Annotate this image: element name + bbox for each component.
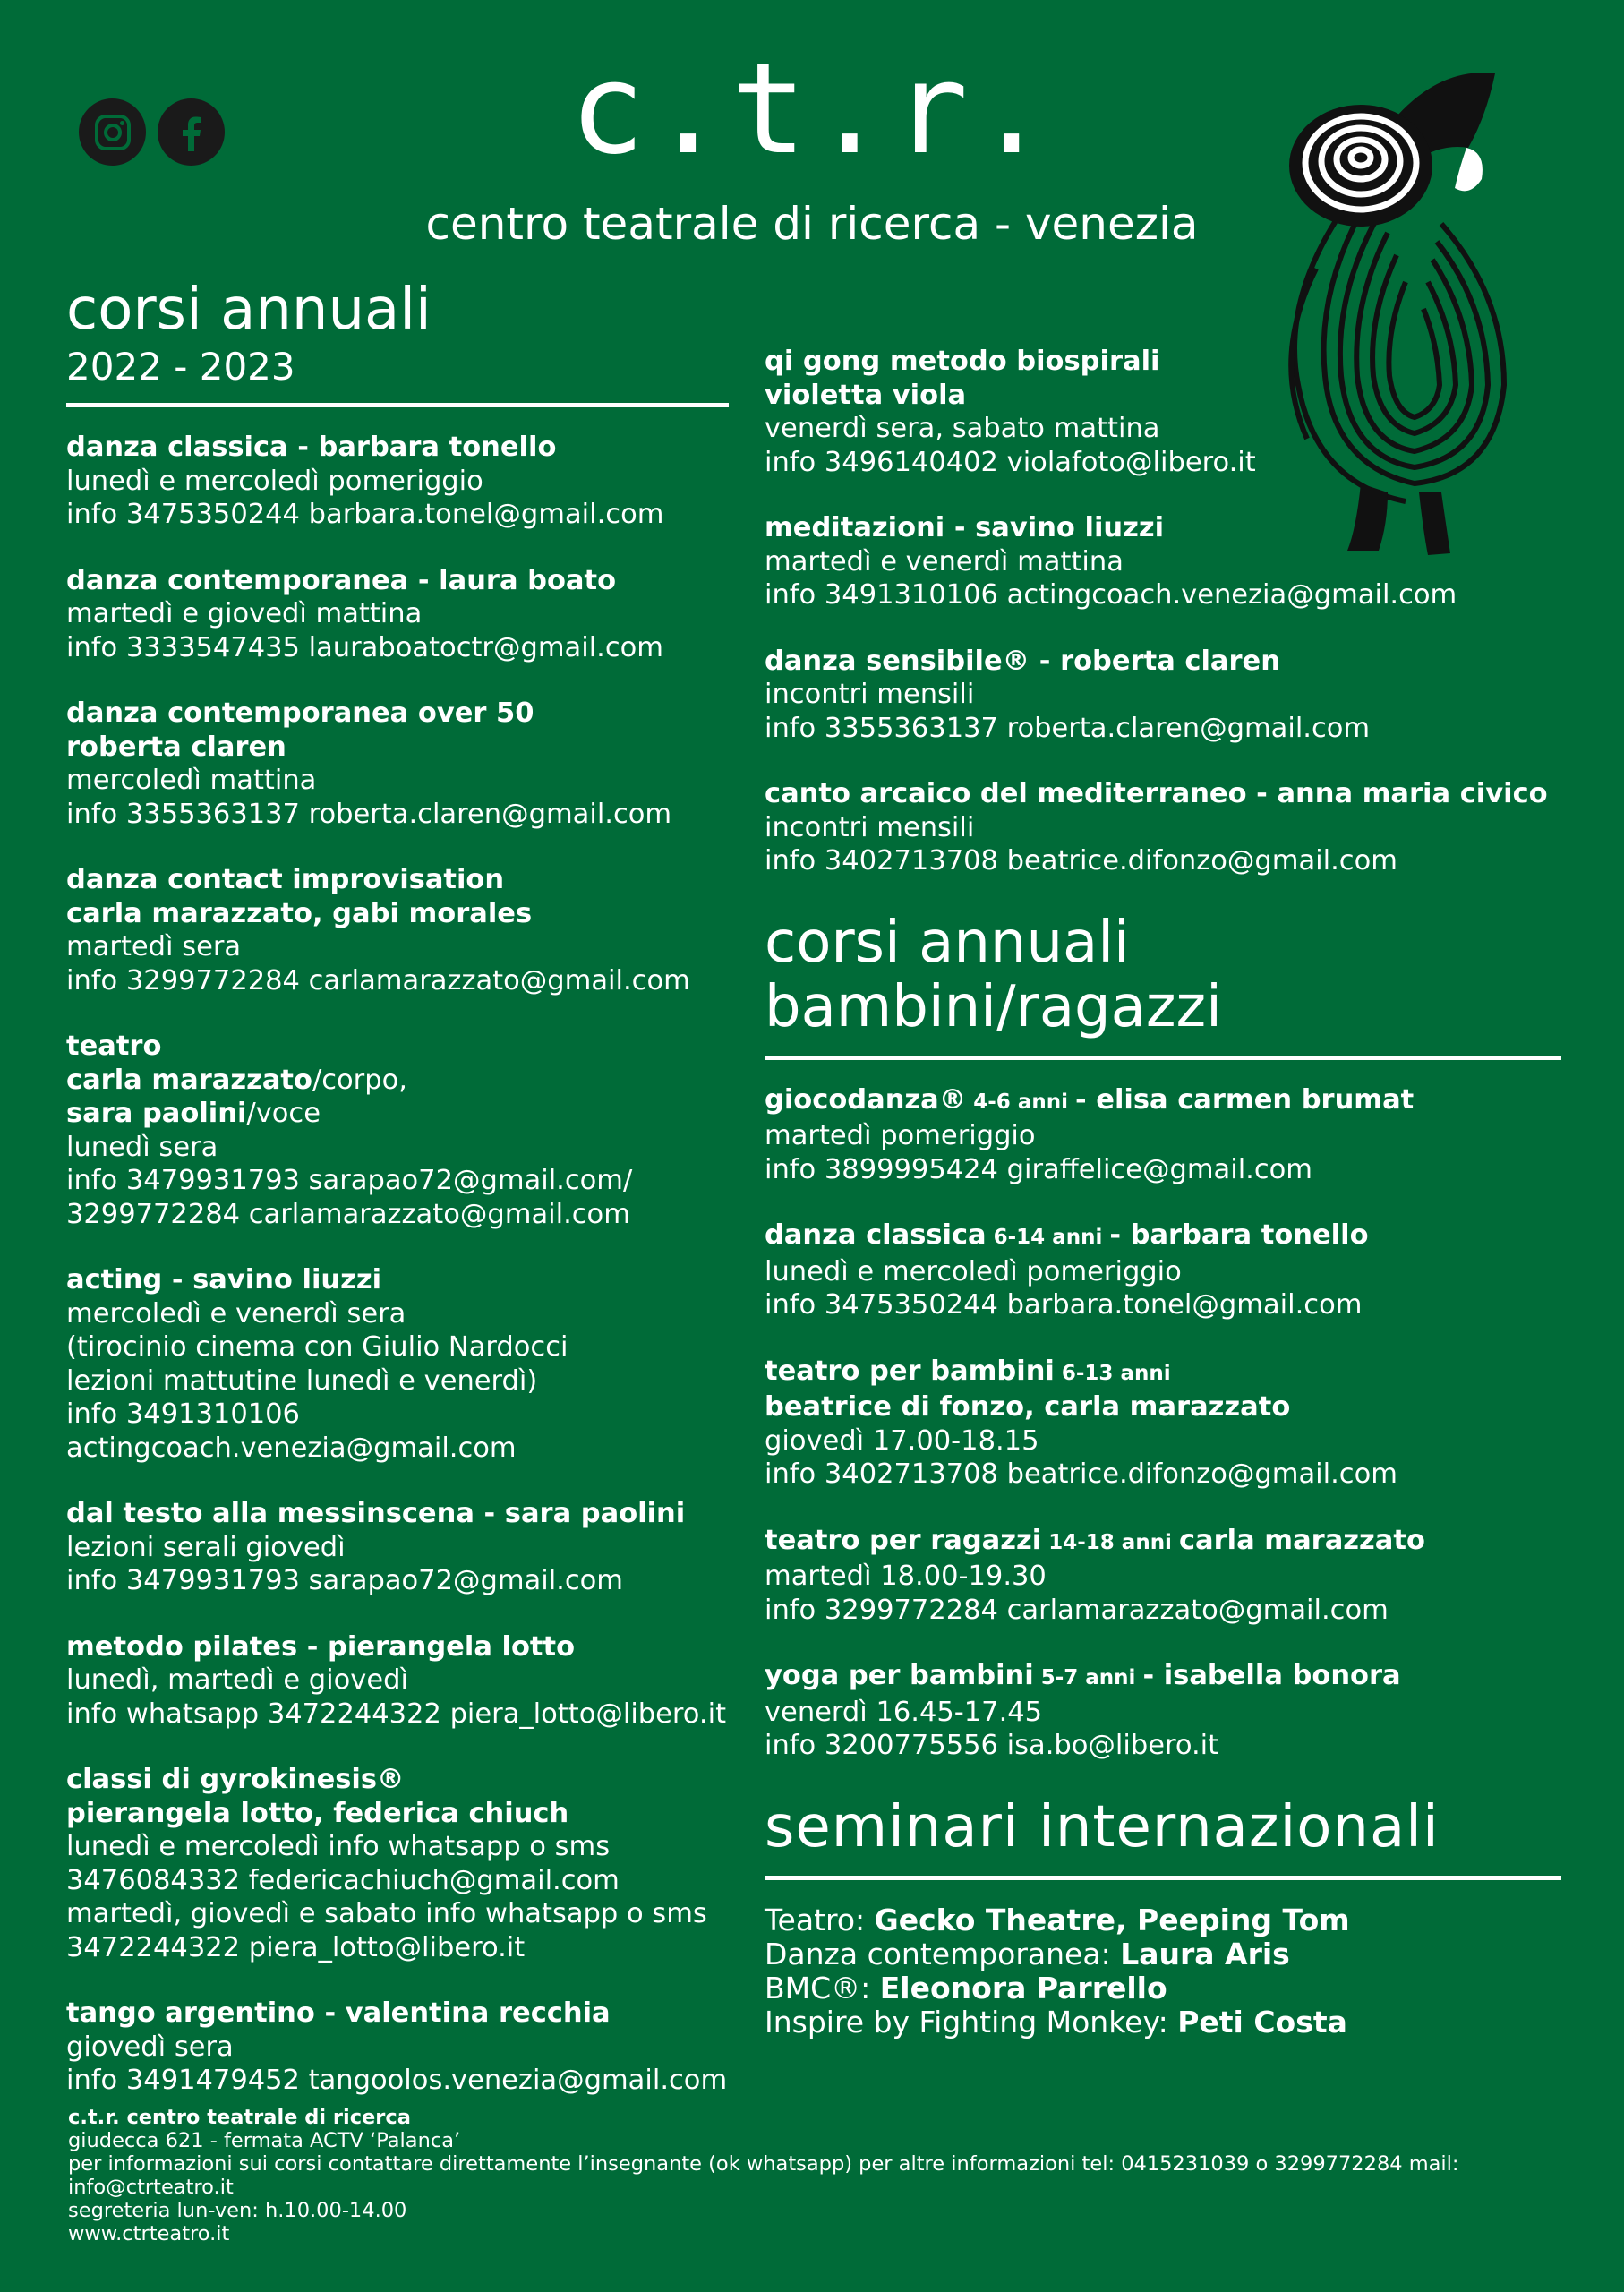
course-item (66, 1763, 729, 1964)
course-title: acting - savino liuzzi (66, 1264, 382, 1296)
course-detail: info 3355363137 roberta.claren@gmail.com (66, 798, 672, 830)
course-item (66, 1263, 729, 1465)
course-title: danza contact improvisation (66, 864, 505, 895)
seminar-category: Inspire by Fighting Monkey: (765, 2004, 1178, 2040)
age-range: 6-13 anni (1054, 1361, 1171, 1385)
course-teacher: - isabella bonora (1142, 1660, 1401, 1691)
footer (68, 2106, 1590, 2245)
teacher-name: carla marazzato (66, 1064, 312, 1096)
course-detail: lezioni serali giovedì (66, 1531, 346, 1563)
course-title: violetta viola (765, 379, 967, 411)
course-title (765, 1659, 1561, 1696)
seminar-names: Laura Aris (1120, 1936, 1290, 1971)
course-item (66, 697, 729, 831)
course-title: danza sensibile® - roberta claren (765, 645, 1280, 677)
course-title (765, 1524, 1561, 1561)
course-detail: info 3491310106 actingcoach.venezia@gmail.com (66, 1398, 517, 1464)
course-item (66, 1997, 729, 2098)
footer-lines (68, 2129, 1590, 2245)
seminar-category: Teatro: (765, 1902, 875, 1937)
course-teacher: - elisa carmen brumat (1074, 1083, 1415, 1116)
course-title: meditazioni - savino liuzzi (765, 512, 1165, 543)
course-item (765, 777, 1561, 878)
course-detail: info 3299772284 carlamarazzato@gmail.com (765, 1594, 1389, 1626)
course-title: carla marazzato, gabi morales (66, 897, 533, 929)
course-detail: 3476084332 federicachiuch@gmail.com (66, 1864, 620, 1896)
section-title-seminars: seminari internazionali (765, 1793, 1440, 1860)
course-list (765, 345, 1561, 878)
section-year: 2022 - 2023 (66, 345, 295, 389)
course-item (765, 645, 1561, 746)
course-name: danza classica (765, 1219, 987, 1251)
course-title (765, 1355, 1561, 1391)
course-detail: martedì pomeriggio (765, 1120, 1036, 1151)
course-detail: info 3299772284 carlamarazzato@gmail.com (66, 964, 690, 996)
course-teacher: - barbara tonello (1109, 1219, 1369, 1251)
kids-title-line-2: bambini/ragazzi (765, 973, 1222, 1040)
course-detail: 3472244322 piera_lotto@libero.it (66, 1931, 526, 1963)
footer-line: www.ctrteatro.it (68, 2222, 230, 2245)
course-detail: venerdì sera, sabato mattina (765, 413, 1160, 444)
divider (765, 1876, 1561, 1880)
seminar-item (765, 2006, 1561, 2040)
seminar-names: Eleonora Parrello (879, 1970, 1167, 2006)
kids-course-item (765, 1659, 1561, 1763)
age-range: 6-14 anni (986, 1226, 1110, 1249)
course-title: tango argentino - valentina recchia (66, 1997, 611, 2029)
course-teacher: carla marazzato (1178, 1524, 1425, 1556)
course-title: roberta claren (66, 731, 286, 763)
course-detail: info 3491479452 tangoolos.venezia@gmail.com (66, 2065, 728, 2096)
course-title: metodo pilates - pierangela lotto (66, 1630, 576, 1663)
course-title: dal testo alla messinscena - sara paolini (66, 1498, 686, 1529)
course-detail: giovedì 17.00-18.15 (765, 1424, 1039, 1457)
footer-line: giudecca 621 - fermata ACTV ‘Palanca’ (68, 2129, 461, 2152)
kids-course-list (765, 1083, 1561, 1763)
course-teacher-line (66, 1064, 729, 1098)
course-detail: martedì, giovedì e sabato info whatsapp o sms (66, 1898, 707, 1929)
course-detail: lezioni mattutine lunedì e venerdì) (66, 1364, 538, 1397)
course-detail: mercoledì mattina (66, 765, 317, 796)
footer-line: per informazioni sui corsi contattare direttamente l’insegnante (ok whatsapp) per altre informazioni tel: 0415231039 o 3299772284 mail: info@ctrteatro.it (68, 2152, 1459, 2199)
course-teachers: beatrice di fonzo, carla marazzato (765, 1391, 1291, 1423)
course-detail: info 3333547435 lauraboatoctr@gmail.com (66, 631, 664, 663)
divider (66, 403, 729, 407)
course-title: qi gong metodo biospirali (765, 346, 1160, 377)
course-detail: venerdì 16.45-17.45 (765, 1696, 1043, 1728)
course-detail: martedì sera (66, 931, 242, 962)
seminar-names: Peti Costa (1177, 2004, 1347, 2040)
course-detail: info 3479931793 sarapao72@gmail.com/ (66, 1165, 633, 1196)
course-detail: martedì 18.00-19.30 (765, 1561, 1047, 1592)
kids-course-item (765, 1083, 1561, 1187)
course-name: giocodanza® (765, 1083, 967, 1116)
course-detail: info 3491310106 actingcoach.venezia@gmail.com (765, 579, 1457, 611)
section-title-kids-courses (765, 911, 1561, 1039)
course-detail: (tirocinio cinema con Giulio Nardocci (66, 1331, 568, 1363)
divider (765, 1056, 1561, 1060)
course-item (765, 345, 1561, 479)
course-detail: info 3899995424 giraffelice@gmail.com (765, 1153, 1313, 1185)
kids-course-item (765, 1219, 1561, 1322)
footer-line: segreteria lun-ven: h.10.00-14.00 (68, 2199, 407, 2222)
seminar-category: Danza contemporanea: (765, 1936, 1121, 1971)
course-title: classi di gyrokinesis® (66, 1764, 405, 1795)
course-detail: lunedì, martedì e giovedì (66, 1664, 408, 1696)
course-detail: info 3475350244 barbara.tonel@gmail.com (765, 1289, 1363, 1321)
course-detail: info 3402713708 beatrice.difonzo@gmail.com (765, 1458, 1397, 1490)
age-range: 14-18 anni (1041, 1530, 1179, 1554)
course-detail: incontri mensili (765, 679, 975, 710)
course-item (66, 863, 729, 997)
teacher-name: sara paolini (66, 1098, 247, 1129)
course-detail: lunedì e mercoledì pomeriggio (66, 465, 483, 497)
age-range: 4-6 anni (966, 1090, 1075, 1114)
course-detail: martedì e giovedì mattina (66, 598, 423, 629)
course-title: danza classica - barbara tonello (66, 432, 557, 463)
seminar-names: Gecko Theatre, Peeping Tom (874, 1902, 1350, 1937)
page-subtitle: centro teatrale di ricerca - venezia (425, 198, 1199, 250)
course-title: danza contemporanea over 50 (66, 697, 534, 729)
seminar-item (765, 1937, 1561, 1971)
course-item (66, 564, 729, 665)
footer-org-name: c.t.r. centro teatrale di ricerca (68, 2106, 411, 2129)
course-item (66, 1497, 729, 1598)
age-range: 5-7 anni (1033, 1666, 1143, 1689)
course-detail: info 3355363137 roberta.claren@gmail.com (765, 712, 1371, 744)
section-title-adult-courses: corsi annuali (66, 277, 432, 343)
course-title: teatro (66, 1031, 162, 1062)
seminar-item (765, 1903, 1561, 1937)
course-detail: info 3496140402 violafoto@libero.it (765, 446, 1256, 478)
course-detail: giovedì sera (66, 2031, 234, 2063)
course-detail: 3299772284 carlamarazzato@gmail.com (66, 1198, 630, 1230)
course-detail: lunedì e mercoledì pomeriggio (765, 1255, 1182, 1287)
course-detail: lunedì sera (66, 1131, 218, 1163)
teacher-role: /voce (246, 1098, 321, 1129)
course-detail: info 3402713708 beatrice.difonzo@gmail.com (765, 845, 1397, 877)
course-title: danza contemporanea - laura boato (66, 564, 617, 596)
course-detail: info whatsapp 3472244322 piera_lotto@libero.it (66, 1698, 727, 1730)
course-item (66, 1030, 729, 1231)
course-title (765, 1083, 1561, 1120)
course-teacher-line (66, 1097, 729, 1131)
seminar-category: BMC®: (765, 1970, 880, 2006)
course-detail: mercoledì e venerdì sera (66, 1297, 406, 1330)
seminar-list (765, 1903, 1561, 2040)
course-list (66, 431, 729, 2098)
course-item (66, 1630, 729, 1732)
course-name: yoga per bambini (765, 1660, 1034, 1691)
course-name: teatro per ragazzi (765, 1524, 1042, 1556)
kids-course-item (765, 1355, 1561, 1492)
course-item (765, 511, 1561, 612)
course-title: pierangela lotto, federica chiuch (66, 1797, 569, 1829)
course-detail: martedì e venerdì mattina (765, 545, 1124, 577)
left-column (66, 278, 729, 2130)
seminar-item (765, 1971, 1561, 2006)
right-column (765, 345, 1561, 2040)
course-detail: info 3479931793 sarapao72@gmail.com (66, 1565, 624, 1596)
course-detail: lunedì e mercoledì info whatsapp o sms (66, 1831, 611, 1862)
course-name: teatro per bambini (765, 1355, 1055, 1387)
kids-course-item (765, 1524, 1561, 1628)
kids-title-line-1: corsi annuali (765, 909, 1130, 976)
teacher-role: /corpo, (312, 1064, 407, 1096)
course-detail: info 3475350244 barbara.tonel@gmail.com (66, 499, 664, 530)
course-title: canto arcaico del mediterraneo - anna maria civico (765, 778, 1548, 809)
course-detail: info 3200775556 isa.bo@libero.it (765, 1730, 1219, 1761)
logo-title: c.t.r. (569, 37, 1055, 183)
course-title (765, 1219, 1561, 1255)
course-detail: incontri mensili (765, 811, 975, 843)
course-item (66, 431, 729, 532)
